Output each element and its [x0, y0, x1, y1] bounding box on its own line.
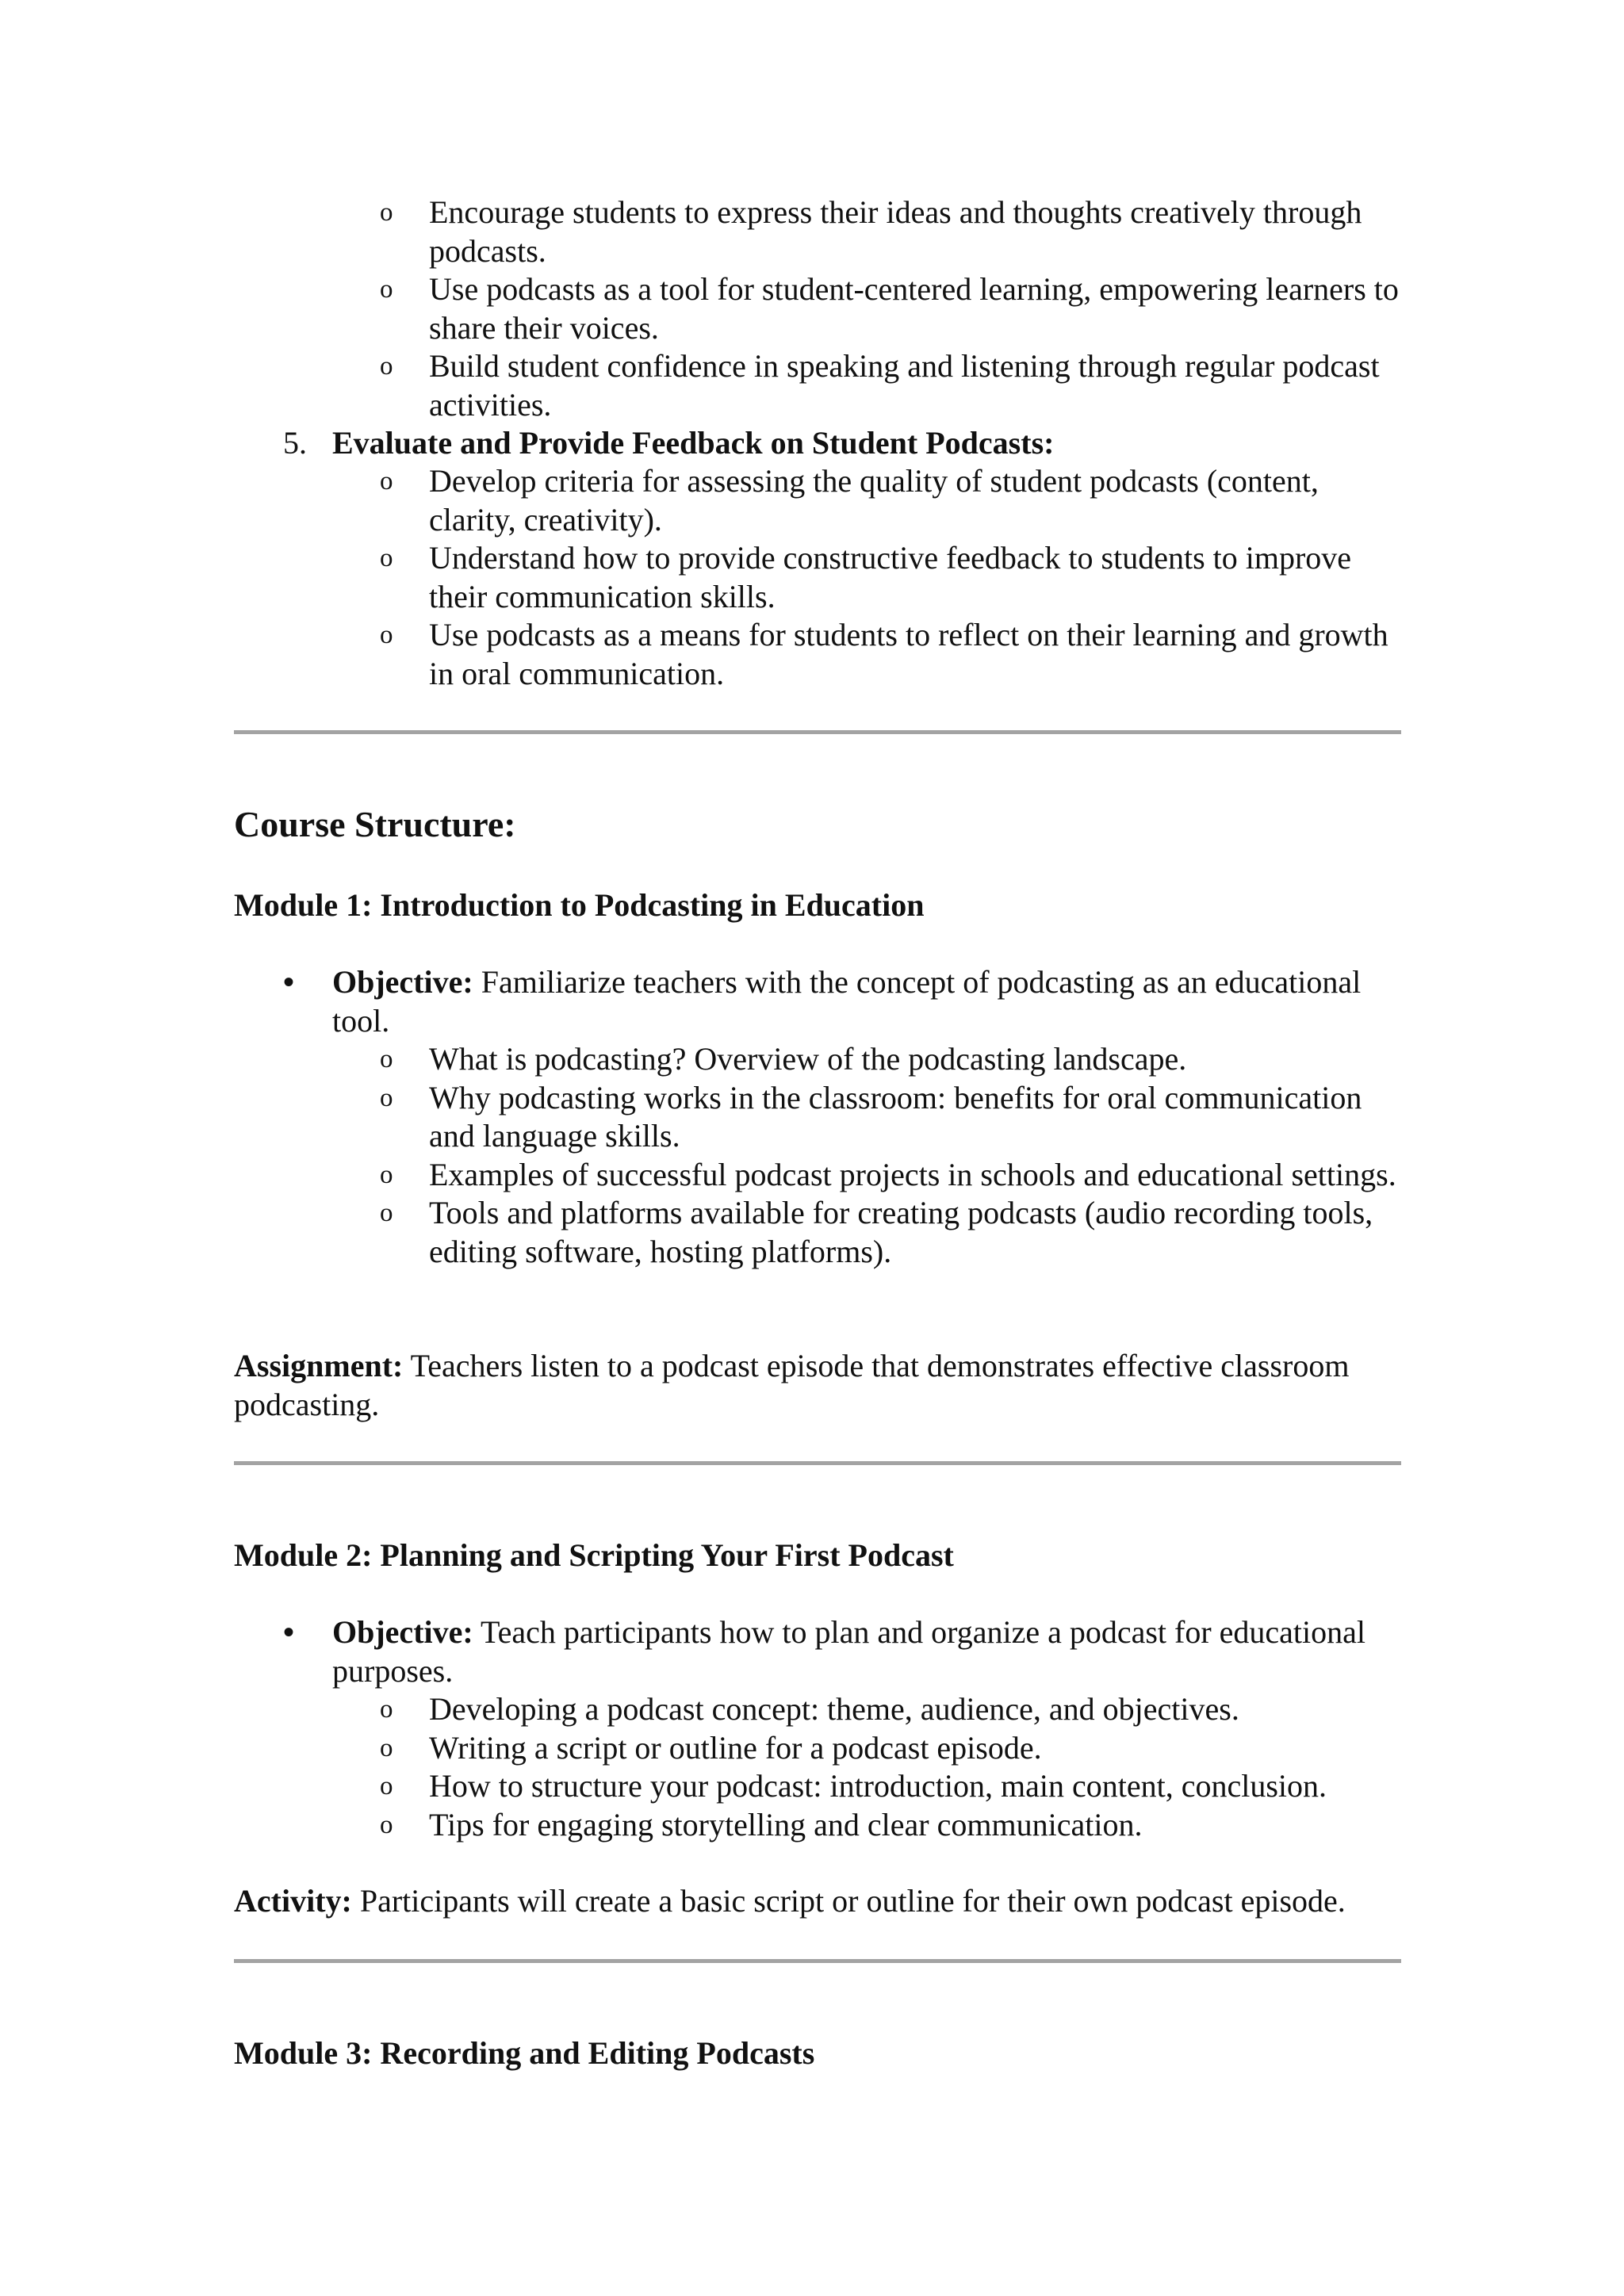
- list-item: [234, 963, 1401, 1040]
- item5-sub-list: [0, 462, 1401, 693]
- list-item-text: Examples of successful podcast projects in schools and educational settings.: [429, 1156, 1396, 1192]
- section4-sub-list: [234, 193, 1401, 424]
- list-item-text: Understand how to provide constructive feedback to students to improve their communication skills.: [429, 540, 1352, 614]
- sub-bullet-marker: o: [380, 352, 393, 381]
- sub-bullet-marker: o: [380, 467, 393, 496]
- list-item-text: Developing a podcast concept: theme, audience, and objectives.: [429, 1691, 1239, 1727]
- bullet-marker: •: [283, 964, 295, 1000]
- numbered-item-title: Evaluate and Provide Feedback on Student Podcasts:: [332, 425, 1055, 461]
- sub-bullet-marker: o: [380, 621, 393, 649]
- sub-bullet-marker: o: [380, 1733, 393, 1762]
- module-2-objective: [234, 1613, 1401, 1690]
- horizontal-rule: [234, 1959, 1401, 1963]
- objective-label: Objective:: [332, 964, 473, 1000]
- list-item-text: Why podcasting works in the classroom: benefits for oral communication and language skills.: [429, 1079, 1362, 1154]
- list-item: [0, 193, 1401, 270]
- list-item-text: Tools and platforms available for creating podcasts (audio recording tools, editing software, hosting platforms).: [429, 1195, 1373, 1269]
- bullet-marker: •: [283, 1614, 295, 1650]
- list-item-text: Encourage students to express their ideas and thoughts creatively through podcasts.: [429, 194, 1362, 269]
- list-item: [0, 270, 1401, 347]
- horizontal-rule: [234, 1461, 1401, 1465]
- module-1-assignment: [234, 1347, 1401, 1424]
- module-1-sub-list: [0, 1040, 1401, 1271]
- sub-bullet-marker: o: [380, 1810, 393, 1839]
- module-3-title: Module 3: Recording and Editing Podcasts: [234, 2035, 815, 2071]
- assignment-label: Assignment:: [234, 1348, 404, 1383]
- item-number: 5.: [283, 425, 307, 461]
- list-item: [0, 539, 1401, 616]
- sub-bullet-marker: o: [380, 1083, 393, 1112]
- sub-bullet-marker: o: [380, 1160, 393, 1189]
- list-item-text: What is podcasting? Overview of the podcasting landscape.: [429, 1041, 1187, 1077]
- module-2-title: Module 2: Planning and Scripting Your First Podcast: [234, 1537, 954, 1573]
- list-item: [0, 462, 1401, 539]
- sub-bullet-marker: o: [380, 544, 393, 572]
- module-1-title: Module 1: Introduction to Podcasting in Education: [234, 887, 925, 923]
- list-item: [0, 347, 1401, 424]
- module-2-activity: [234, 1882, 1401, 1921]
- list-item-text: Build student confidence in speaking and listening through regular podcast activities.: [429, 348, 1380, 423]
- horizontal-rule: [234, 730, 1401, 734]
- list-item: [0, 1806, 1401, 1845]
- sub-bullet-marker: o: [380, 1772, 393, 1800]
- list-item: [0, 1729, 1401, 1768]
- objective-text: Teach participants how to plan and organize a podcast for educational purposes.: [332, 1614, 1366, 1689]
- list-item: [0, 1156, 1401, 1195]
- assignment-text: Teachers listen to a podcast episode that demonstrates effective classroom podcasting.: [234, 1348, 1350, 1422]
- objective-label: Objective:: [332, 1614, 473, 1650]
- section-heading: Course Structure:: [234, 804, 516, 844]
- list-item-text: Use podcasts as a means for students to reflect on their learning and growth in oral communication.: [429, 617, 1388, 691]
- list-item: [0, 1079, 1401, 1156]
- sub-bullet-marker: o: [380, 275, 393, 304]
- sub-bullet-marker: o: [380, 1199, 393, 1227]
- sub-bullet-marker: o: [380, 198, 393, 227]
- list-item: [0, 1767, 1401, 1806]
- activity-label: Activity:: [234, 1883, 352, 1919]
- numbered-item-5: [283, 424, 307, 463]
- list-item: [0, 1690, 1401, 1729]
- objective-text: Familiarize teachers with the concept of podcasting as an educational tool.: [332, 964, 1362, 1039]
- list-item: [0, 1194, 1401, 1271]
- list-item-text: How to structure your podcast: introduction, main content, conclusion.: [429, 1768, 1327, 1804]
- list-item-text: Writing a script or outline for a podcast episode.: [429, 1729, 1042, 1766]
- sub-bullet-marker: o: [380, 1045, 393, 1073]
- module-2-sub-list: [0, 1690, 1401, 1844]
- activity-text: Participants will create a basic script or outline for their own podcast episode.: [351, 1883, 1346, 1919]
- module-1-objective: [234, 963, 1401, 1040]
- sub-bullet-marker: o: [380, 1695, 393, 1724]
- list-item: [0, 616, 1401, 693]
- list-item: [234, 1613, 1401, 1690]
- list-item-text: Tips for engaging storytelling and clear communication.: [429, 1806, 1143, 1843]
- list-item-text: Use podcasts as a tool for student-centered learning, empowering learners to share their voices.: [429, 271, 1399, 346]
- list-item: [0, 1040, 1401, 1079]
- list-item-text: Develop criteria for assessing the quality of student podcasts (content, clarity, creativity).: [429, 463, 1319, 538]
